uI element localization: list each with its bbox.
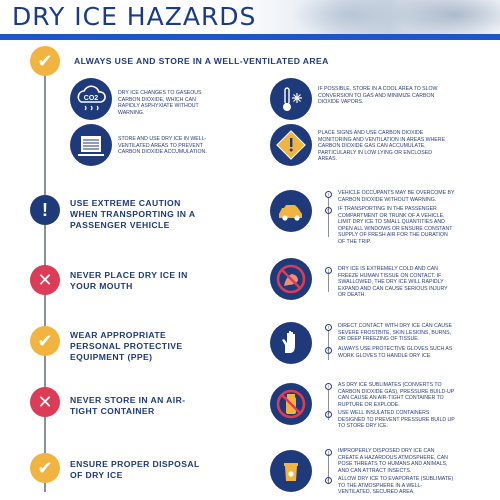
- no-mouth-icon: [270, 258, 312, 300]
- bullet-item: ! AS DRY ICE SUBLIMATES (CONVERTS TO CARBON DIOXIDE GAS), PRESSURE BUILD-UP CAN CAUSE AN AIR-TIGHT CONTAINER TO RUPTURE OR EXPLODE.: [325, 382, 455, 408]
- info-icon: !: [325, 267, 332, 274]
- trash-bin-icon: [270, 450, 312, 492]
- bullet-item: ! VEHICLE OCCUPANTS MAY BE OVERCOME BY CARBON DIOXIDE WITHOUT WARNING.: [325, 190, 455, 203]
- detail-text: DRY ICE CHANGES TO GASEOUS CARBON DIOXIDE, WHICH CAN RAPIDLY ASPHYXIATE WITHOUT WARNING.: [118, 90, 202, 116]
- co2-label: CO2: [83, 95, 99, 102]
- info-icon: !: [325, 191, 332, 198]
- info-icon: !: [325, 383, 332, 390]
- bullet-item: ! DRY ICE IS EXTREMELY COLD AND CAN FREEZE HUMAN TISSUE ON CONTACT. IF SWALLOWED, THE DRY ICE WILL RAPIDLY EXPAND AND CAN CAUSE SERIOUS INJURY OR DEATH.: [325, 266, 455, 299]
- section-heading: NEVER STORE IN AN AIR-TIGHT CONTAINER: [70, 395, 186, 416]
- section-heading: NEVER PLACE DRY ICE IN YOUR MOUTH: [70, 270, 188, 291]
- bullet-item: ! IMPROPERLY DISPOSED DRY ICE CAN CREATE A HAZARDOUS ATMOSPHERE, CAN POSE THREATS TO HUMANS AND ANIMALS, AND CAN ATTRACT INSECTS.: [325, 448, 455, 474]
- check-icon: ✔: [30, 326, 60, 356]
- bullet-item: ✓ IF TRANSPORTING IN THE PASSENGER COMPARTMENT OR TRUNK OF A VEHICLE, LIMIT DRY ICE TO SMALL QUANTITIES AND OPEN ALL WINDOWS OR ENSURE CONSTANT SUPPLY OF FRESH AIR FOR THE DURATION OF THE TRIP.: [326, 206, 453, 245]
- bullet-item: ! DIRECT CONTACT WITH DRY ICE CAN CAUSE SEVERE FROSTBITE, SKIN LESIONS, BURNS, OR DEEP FREEZING OF TISSUE.: [325, 323, 455, 343]
- section-heading: USE EXTREME CAUTION WHEN TRANSPORTING IN A PASSENGER VEHICLE: [70, 198, 196, 230]
- page-title: DRY ICE HAZARDS: [12, 2, 257, 31]
- header-accent-bar: [0, 34, 500, 40]
- vent-icon: [70, 124, 112, 166]
- x-icon: ✕: [30, 265, 60, 295]
- check-circle-icon: ✓: [326, 477, 331, 482]
- bullet-item: ✓ USE WELL INSULATED CONTAINERS DESIGNED TO PREVENT PRESSURE BUILD UP TO STORE DRY ICE.: [326, 410, 455, 430]
- co2-cloud-icon: [70, 78, 112, 120]
- info-icon: !: [325, 449, 332, 456]
- glove-icon: [270, 322, 312, 364]
- check-icon: ✔: [30, 46, 60, 76]
- detail-text: PLACE SIGNS AND USE CARBON DIOXIDE MONITORING AND VENTILATION IN AREAS WHERE CARBON DIOXIDE GAS CAN ACCUMULATE, PARTICULARLY IN LOW LYING OR ENCLOSED AREAS.: [318, 130, 445, 163]
- check-circle-icon: ✓: [326, 207, 331, 212]
- thermometer-snowflake-icon: [270, 78, 312, 120]
- bullet-item: ✓ ALLOW DRY ICE TO EVAPORATE (SUBLIMATE) TO THE ATMOSPHERE IN A WELL-VENTILATED, SECURED AREA.: [326, 476, 454, 496]
- section-heading: ALWAYS USE AND STORE IN A WELL-VENTILATED AREA: [74, 56, 329, 66]
- detail-text: IF POSSIBLE, STORE IN A COOL AREA TO SLOW CONVERSION TO GAS AND MINIMIZE CARBON DIOXIDE VAPORS.: [318, 86, 438, 106]
- no-sealed-container-icon: [270, 383, 312, 425]
- info-icon: !: [325, 324, 332, 331]
- dry-ice-smoke-image: [390, 0, 500, 37]
- section-heading: ENSURE PROPER DISPOSAL OF DRY ICE: [70, 459, 200, 480]
- car-icon: [270, 190, 312, 232]
- check-circle-icon: ✓: [326, 411, 331, 416]
- detail-text: STORE AND USE DRY ICE IN WELL-VENTILATED AREAS TO PREVENT CARBON DIOXIDE ACCUMULATION.: [118, 136, 207, 156]
- check-circle-icon: ✓: [326, 347, 331, 352]
- warning-sign-icon: [270, 124, 312, 166]
- section-heading: WEAR APPROPRIATE PERSONAL PROTECTIVE EQUIPMENT (PPE): [70, 330, 183, 362]
- check-icon: ✔: [30, 453, 60, 483]
- bullet-item: ✓ ALWAYS USE PROTECTIVE GLOVES SUCH AS WORK GLOVES TO HANDLE DRY ICE.: [326, 346, 453, 359]
- exclamation-icon: !: [30, 195, 60, 225]
- x-icon: ✕: [30, 387, 60, 417]
